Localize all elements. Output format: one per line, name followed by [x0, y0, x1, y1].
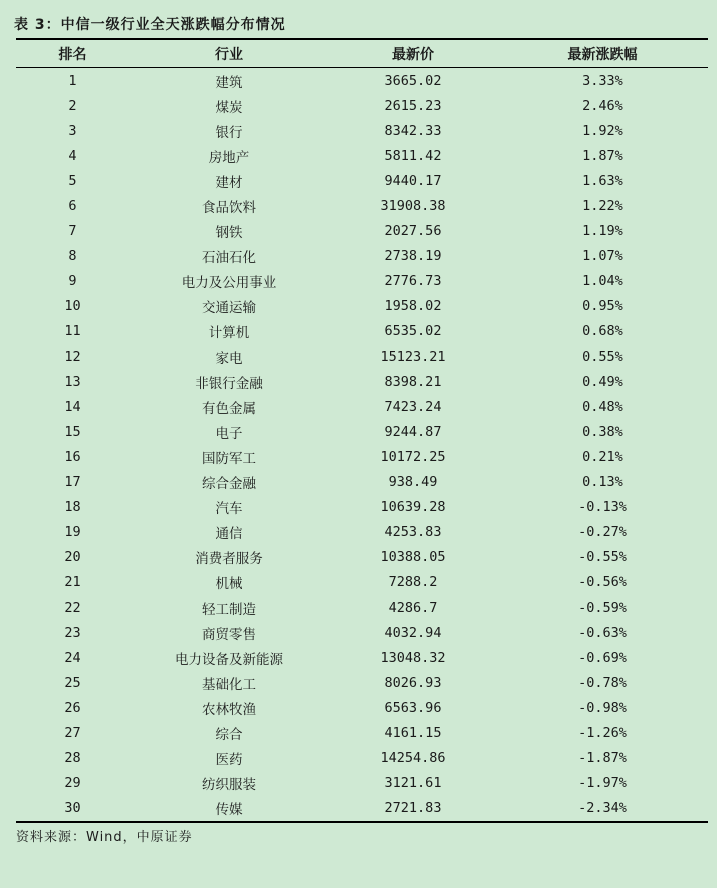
cell-price: 1958.02 — [384, 298, 442, 315]
cell-industry: 钢铁 — [215, 225, 243, 242]
cell-rank: 30 — [64, 800, 81, 817]
cell-industry: 食品饮料 — [202, 200, 256, 217]
cell-change: 1.07% — [582, 248, 623, 265]
table-row — [16, 796, 708, 822]
table-row — [16, 244, 708, 269]
cell-industry: 医药 — [215, 752, 243, 769]
cell-price: 6563.96 — [384, 699, 442, 716]
table-row — [16, 269, 708, 294]
cell-industry: 煤炭 — [215, 99, 243, 116]
cell-rank: 17 — [64, 474, 81, 491]
table-row — [16, 520, 708, 545]
cell-rank: 24 — [64, 649, 81, 666]
cell-industry: 综合 — [215, 726, 243, 743]
table-row — [16, 444, 708, 469]
cell-change: -1.87% — [578, 750, 627, 767]
table-row — [16, 369, 708, 394]
cell-change: 0.38% — [582, 423, 623, 440]
table-row — [16, 319, 708, 344]
cell-price: 5811.42 — [384, 147, 442, 164]
cell-price: 2776.73 — [384, 273, 442, 290]
cell-price: 4253.83 — [384, 524, 442, 541]
cell-rank: 3 — [68, 122, 77, 139]
cell-price: 4032.94 — [384, 624, 442, 641]
cell-change: -0.98% — [578, 699, 627, 716]
table-row — [16, 771, 708, 796]
cell-industry: 计算机 — [208, 325, 250, 342]
table-row — [16, 68, 708, 94]
cell-industry: 机械 — [215, 576, 243, 593]
table-row — [16, 470, 708, 495]
cell-price: 14254.86 — [380, 750, 446, 767]
table-row — [16, 344, 708, 369]
cell-rank: 19 — [64, 524, 81, 541]
table-row — [16, 118, 708, 143]
cell-change: -0.59% — [578, 599, 627, 616]
cell-price: 8398.21 — [384, 373, 442, 390]
cell-change: 0.21% — [582, 448, 623, 465]
cell-rank: 10 — [64, 298, 81, 315]
header-rank: 排名 — [58, 46, 87, 63]
table-row — [16, 670, 708, 695]
cell-industry: 电力及公用事业 — [181, 275, 277, 292]
table-row — [16, 545, 708, 570]
cell-change: -1.97% — [578, 775, 627, 792]
cell-price: 4286.7 — [388, 599, 438, 616]
cell-industry: 建材 — [215, 174, 243, 191]
cell-rank: 6 — [68, 198, 77, 215]
table-row — [16, 720, 708, 745]
table-row — [16, 143, 708, 168]
cell-price: 9244.87 — [384, 423, 442, 440]
cell-change: 2.46% — [582, 97, 623, 114]
cell-price: 2027.56 — [384, 223, 442, 240]
cell-price: 10172.25 — [380, 448, 446, 465]
table-row — [16, 219, 708, 244]
cell-price: 13048.32 — [380, 649, 446, 666]
cell-change: -0.13% — [578, 499, 627, 516]
cell-change: -0.78% — [578, 674, 627, 691]
cell-change: 3.33% — [582, 72, 623, 89]
cell-change: -0.55% — [578, 549, 627, 566]
cell-price: 10388.05 — [380, 549, 446, 566]
cell-change: 0.49% — [582, 373, 623, 390]
cell-rank: 26 — [64, 699, 81, 716]
cell-rank: 16 — [64, 448, 81, 465]
table-row — [16, 193, 708, 218]
table-row — [16, 394, 708, 419]
cell-change: 1.87% — [582, 147, 623, 164]
cell-change: -0.56% — [578, 574, 627, 591]
cell-change: 1.22% — [582, 198, 623, 215]
cell-industry: 农林牧渔 — [202, 701, 256, 718]
cell-industry: 电力设备及新能源 — [175, 651, 283, 668]
cell-industry: 房地产 — [208, 149, 250, 166]
table-row — [16, 620, 708, 645]
cell-price: 3121.61 — [384, 775, 442, 792]
cell-rank: 25 — [64, 674, 81, 691]
cell-rank: 23 — [64, 624, 81, 641]
header-change: 最新涨跌幅 — [567, 46, 638, 63]
cell-price: 2721.83 — [384, 800, 442, 817]
cell-industry: 基础化工 — [202, 676, 256, 693]
source-note: 资料来源：Wind，中原证券 — [16, 830, 193, 845]
cell-industry: 纺织服装 — [202, 777, 256, 794]
cell-rank: 15 — [64, 423, 81, 440]
table-row — [16, 645, 708, 670]
table-row — [16, 595, 708, 620]
table-body — [16, 68, 708, 822]
cell-industry: 石油石化 — [202, 250, 256, 267]
cell-price: 10639.28 — [380, 499, 446, 516]
cell-change: -0.27% — [578, 524, 627, 541]
cell-industry: 轻工制造 — [202, 601, 256, 618]
cell-change: 1.92% — [582, 122, 623, 139]
cell-change: -2.34% — [578, 800, 627, 817]
cell-rank: 11 — [64, 323, 81, 340]
cell-rank: 22 — [64, 599, 81, 616]
table-title: 表 3：中信一级行业全天涨跌幅分布情况 — [14, 17, 286, 33]
cell-price: 9440.17 — [384, 172, 442, 189]
cell-change: 0.95% — [582, 298, 623, 315]
cell-industry: 有色金属 — [202, 400, 256, 417]
cell-rank: 4 — [68, 147, 77, 164]
header-price: 最新价 — [392, 46, 434, 63]
cell-industry: 家电 — [215, 350, 243, 367]
cell-industry: 通信 — [215, 526, 243, 543]
cell-rank: 2 — [68, 97, 77, 114]
cell-industry: 电子 — [215, 425, 243, 442]
cell-rank: 28 — [64, 750, 81, 767]
cell-price: 31908.38 — [380, 198, 446, 215]
cell-industry: 建筑 — [215, 74, 243, 91]
cell-price: 2615.23 — [384, 97, 442, 114]
cell-industry: 汽车 — [215, 501, 243, 518]
cell-change: -1.26% — [578, 724, 627, 741]
table-row — [16, 746, 708, 771]
table-row — [16, 695, 708, 720]
industry-table — [16, 38, 708, 823]
cell-price: 3665.02 — [384, 72, 442, 89]
cell-rank: 21 — [64, 574, 81, 591]
cell-industry: 银行 — [215, 124, 243, 141]
table-row — [16, 495, 708, 520]
cell-rank: 9 — [68, 273, 77, 290]
cell-industry: 传媒 — [215, 802, 243, 819]
table-row — [16, 570, 708, 595]
cell-rank: 20 — [64, 549, 81, 566]
cell-change: 0.48% — [582, 398, 623, 415]
cell-rank: 12 — [64, 348, 81, 365]
cell-rank: 8 — [68, 248, 77, 265]
cell-industry: 综合金融 — [202, 476, 256, 493]
table-row — [16, 419, 708, 444]
cell-price: 7288.2 — [388, 574, 438, 591]
cell-rank: 7 — [68, 223, 77, 240]
cell-industry: 国防军工 — [202, 450, 256, 467]
table-row — [16, 168, 708, 193]
cell-price: 2738.19 — [384, 248, 442, 265]
cell-rank: 29 — [64, 775, 81, 792]
cell-price: 8342.33 — [384, 122, 442, 139]
cell-change: 1.19% — [582, 223, 623, 240]
cell-rank: 14 — [64, 398, 81, 415]
cell-rank: 27 — [64, 724, 81, 741]
table-header-row — [16, 39, 708, 68]
cell-change: 0.68% — [582, 323, 623, 340]
cell-price: 938.49 — [388, 474, 438, 491]
cell-price: 8026.93 — [384, 674, 442, 691]
cell-price: 7423.24 — [384, 398, 442, 415]
cell-rank: 18 — [64, 499, 81, 516]
cell-change: -0.63% — [578, 624, 627, 641]
cell-price: 4161.15 — [384, 724, 442, 741]
table-row — [16, 93, 708, 118]
cell-industry: 非银行金融 — [195, 375, 263, 392]
cell-change: -0.69% — [578, 649, 627, 666]
cell-price: 6535.02 — [384, 323, 442, 340]
cell-rank: 1 — [68, 72, 77, 89]
cell-change: 0.13% — [582, 474, 623, 491]
cell-change: 0.55% — [582, 348, 623, 365]
cell-price: 15123.21 — [380, 348, 446, 365]
cell-change: 1.04% — [582, 273, 623, 290]
table-row — [16, 294, 708, 319]
cell-industry: 消费者服务 — [195, 551, 263, 568]
cell-rank: 5 — [68, 172, 77, 189]
cell-industry: 商贸零售 — [202, 626, 256, 643]
header-industry: 行业 — [215, 46, 243, 63]
cell-change: 1.63% — [582, 172, 623, 189]
cell-industry: 交通运输 — [202, 300, 256, 317]
cell-rank: 13 — [64, 373, 81, 390]
